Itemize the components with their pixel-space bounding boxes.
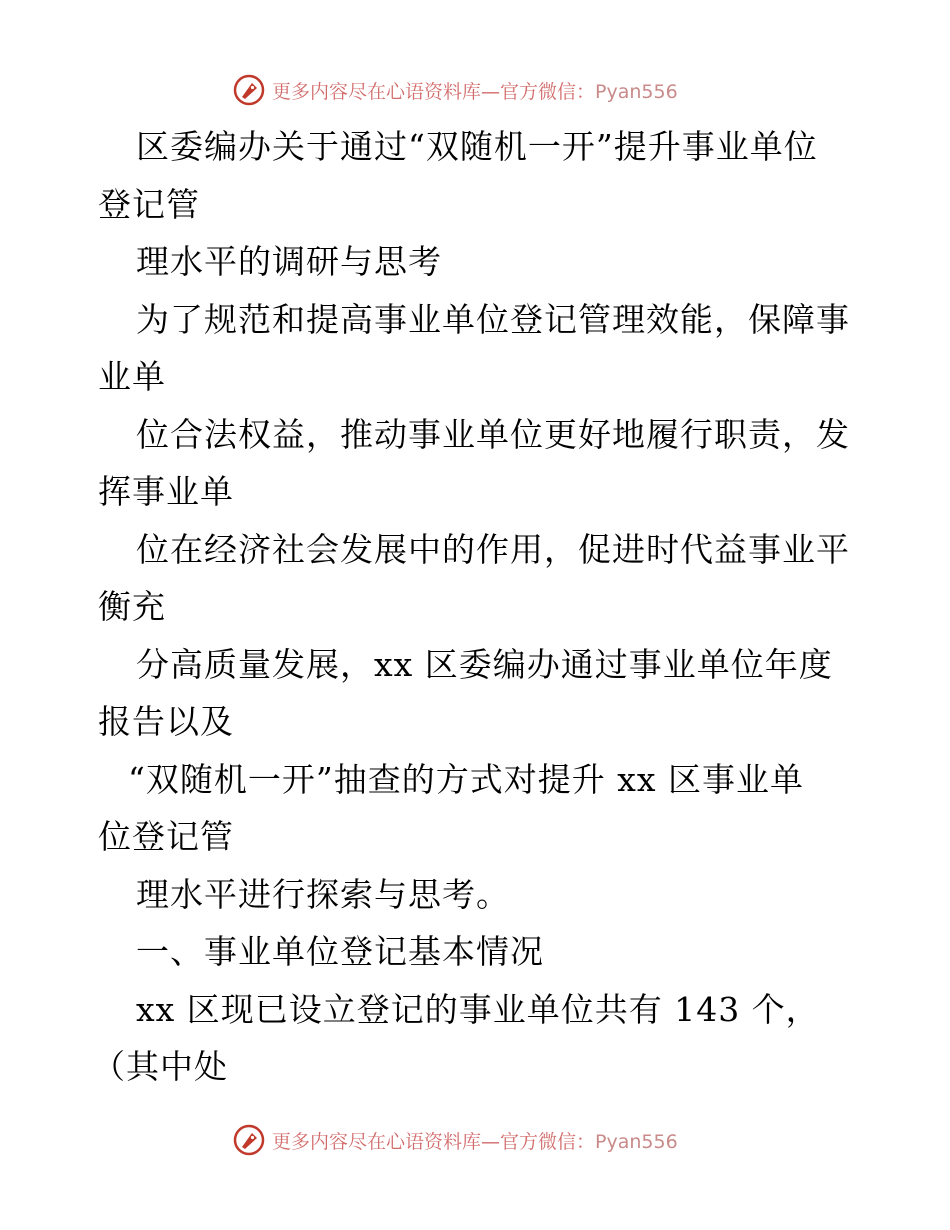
pen-nib-logo-icon (232, 1123, 266, 1157)
doc-line: 理水平的调研与思考 (136, 242, 442, 281)
doc-line: 报告以及 (98, 702, 234, 741)
doc-line: 为了规范和提高事业单位登记管理效能，保障事 (136, 299, 850, 339)
watermark-text: 更多内容尽在心语资料库—官方微信：Pyan556 (272, 80, 678, 103)
watermark-text: 更多内容尽在心语资料库—官方微信：Pyan556 (272, 1130, 678, 1153)
document-body (92, 118, 858, 1096)
footer-watermark-banner (232, 1120, 712, 1160)
doc-line: 理水平进行探索与思考。 (136, 874, 510, 914)
doc-line: 登记管 (98, 184, 200, 224)
doc-line: 位登记管 (98, 817, 234, 856)
doc-line: 挥事业单 (98, 472, 234, 511)
doc-line: 一、事业单位登记基本情况 (136, 932, 544, 971)
doc-line: 分高质量发展，xx 区委编办通过事业单位年度 (136, 644, 833, 684)
doc-line: “双随机一开”抽查的方式对提升 xx 区事业单 (128, 759, 804, 799)
doc-line: 位合法权益，推动事业单位更好地履行职责，发 (136, 414, 850, 454)
doc-line: 区委编办关于通过“双随机一开”提升事业单位 (136, 127, 818, 166)
doc-line: 位在经济社会发展中的作用，促进时代益事业平 (136, 529, 850, 569)
doc-line: 衡充 (98, 587, 166, 626)
doc-line: （其中处 (92, 1047, 228, 1086)
header-watermark-banner (232, 70, 712, 110)
doc-line: xx 区现已设立登记的事业单位共有 143 个， (136, 989, 820, 1029)
doc-line: 业单 (98, 357, 166, 396)
pen-nib-logo-icon (232, 73, 266, 107)
